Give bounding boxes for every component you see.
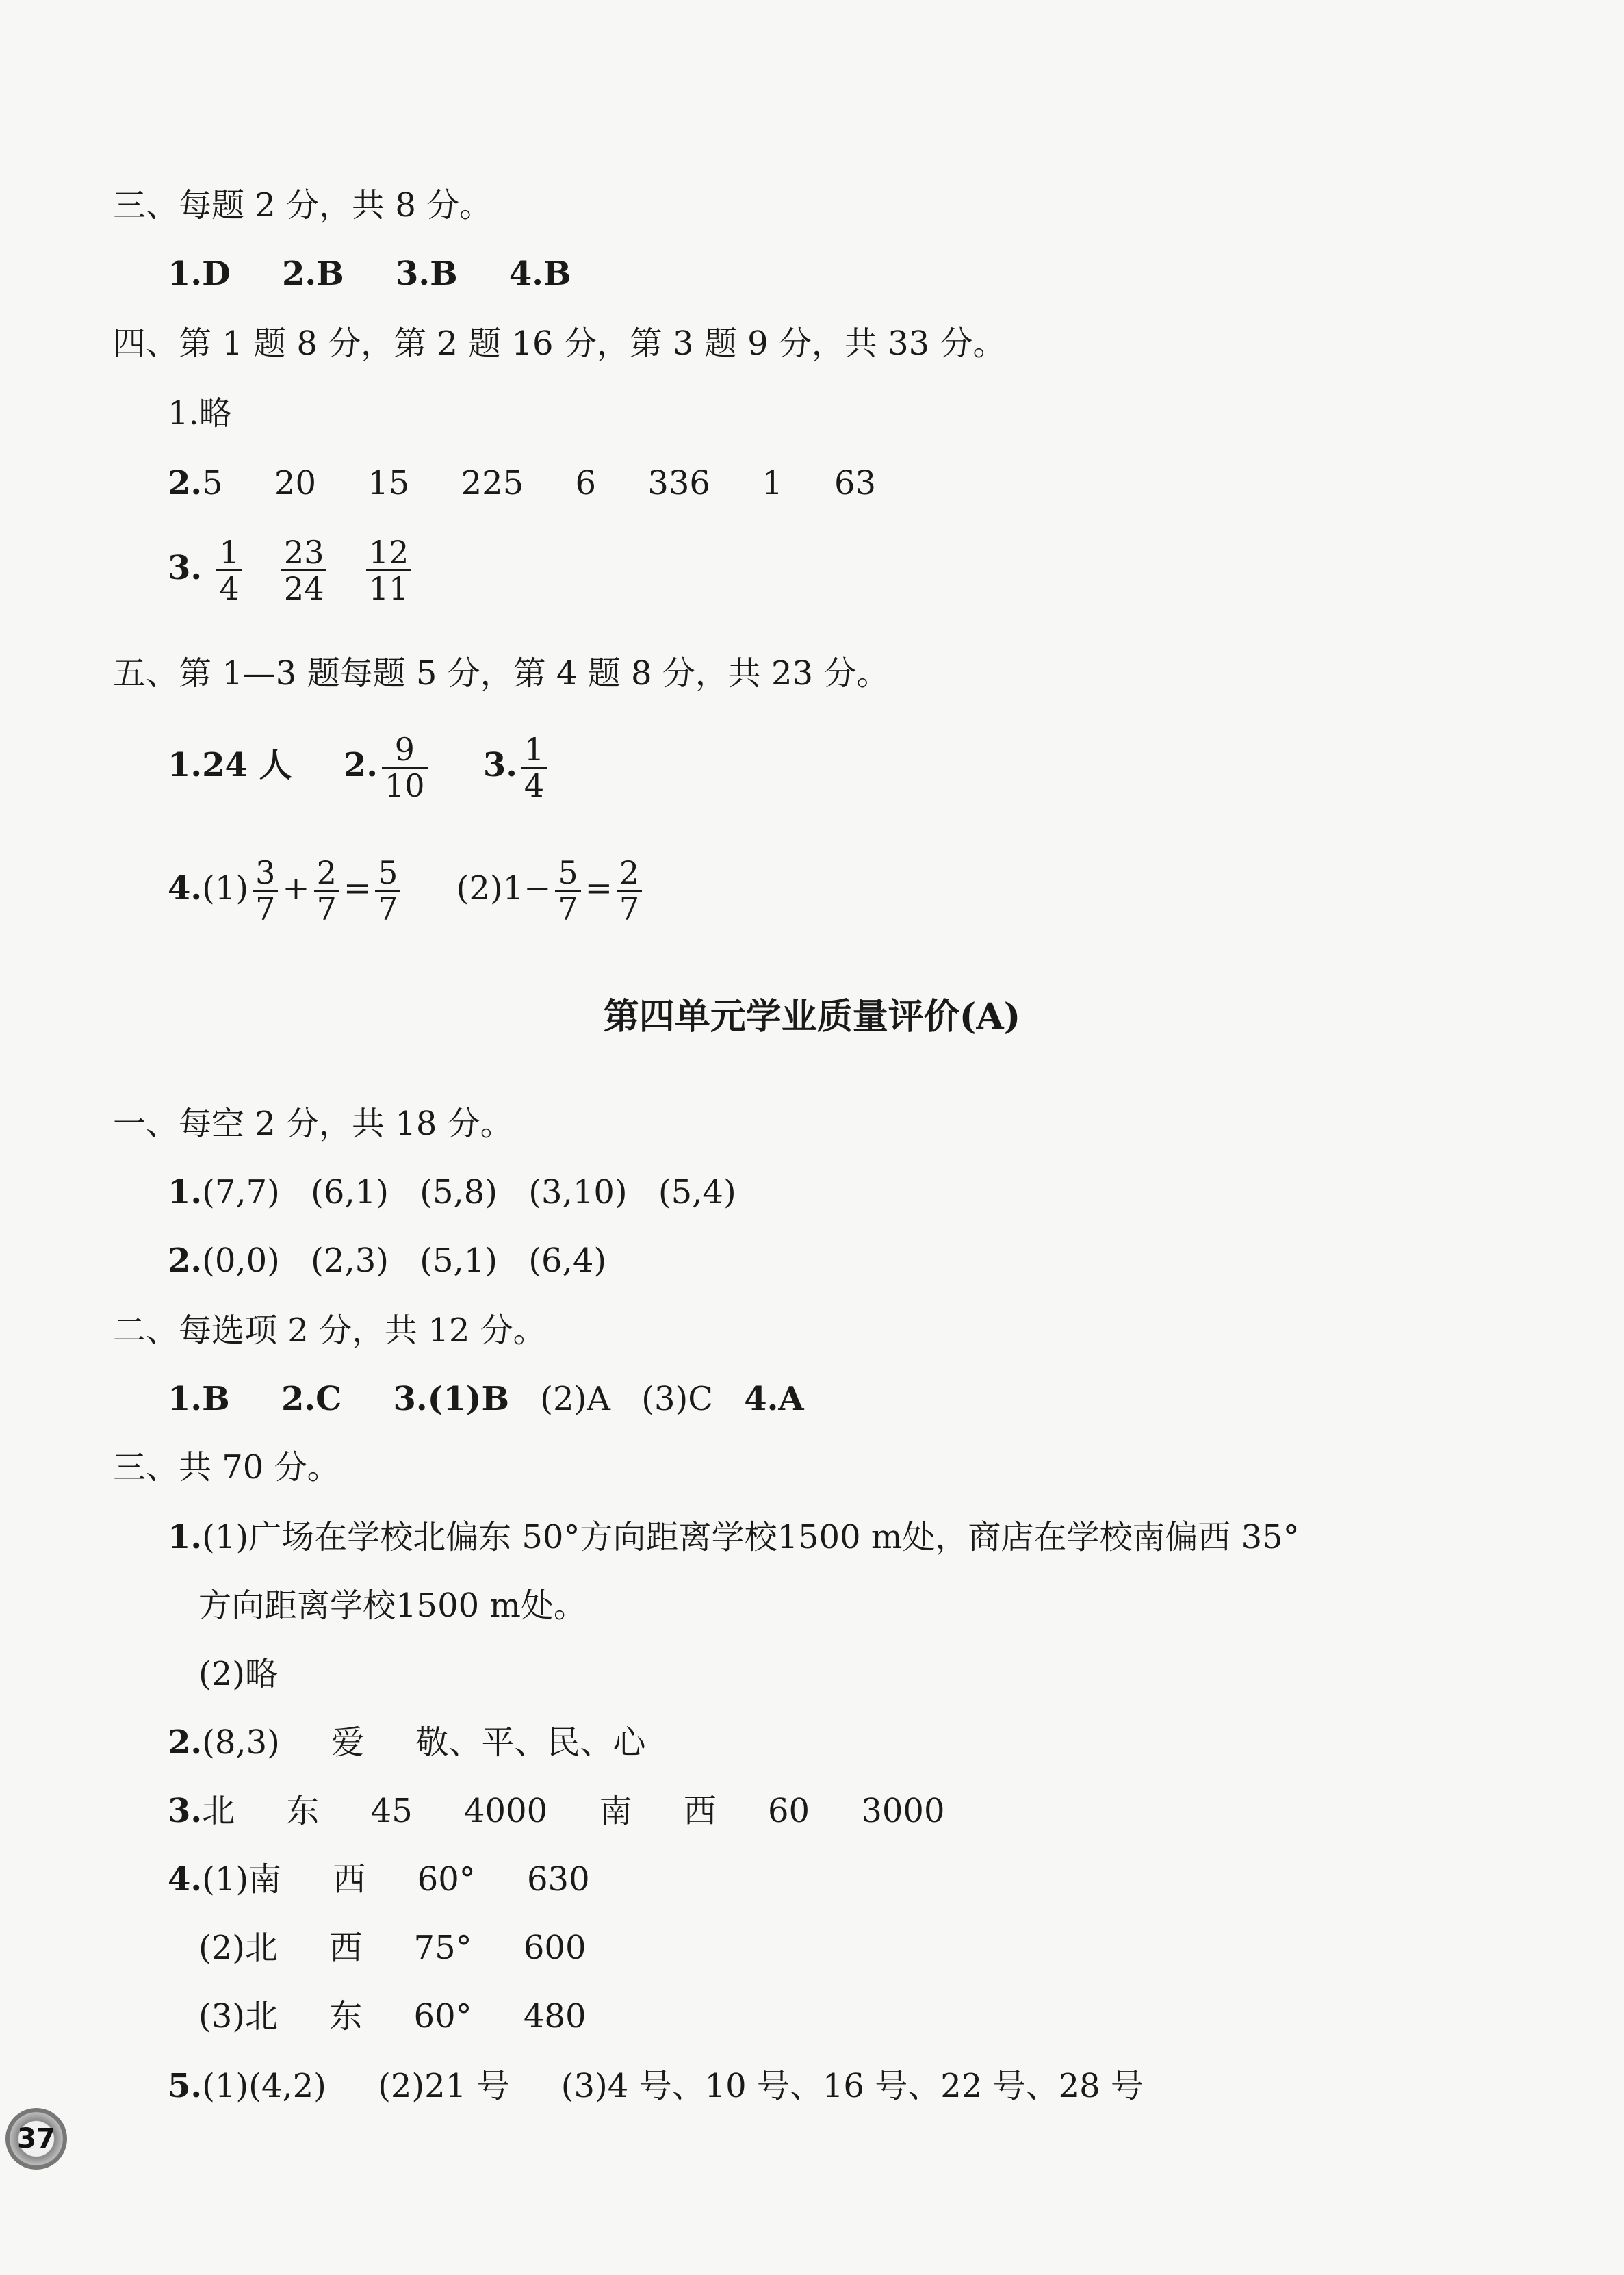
part-label: (2)1− (456, 869, 552, 908)
value: 东 (286, 1792, 320, 1830)
unit-section-3-q4-part3 (198, 1996, 587, 2037)
value: 60° (417, 1860, 476, 1899)
value: (2)21 号 (378, 2067, 510, 2105)
section-5-q4 (168, 854, 646, 929)
answer: 4.B (508, 255, 571, 293)
question-number: 5. (168, 2067, 203, 2105)
coordinate: (6,4) (528, 1242, 607, 1280)
section-4-heading: 四、第 1 题 8 分，第 2 题 16 分，第 3 题 9 分，共 33 分。 (113, 324, 1006, 363)
unit-section-3-q4-part2 (198, 1927, 587, 1968)
answer: 4.A (744, 1380, 804, 1418)
unit-section-1-q1 (168, 1172, 736, 1213)
value: 南 (599, 1792, 632, 1830)
coordinate: (5,1) (420, 1242, 498, 1280)
section-5-q1-3 (168, 731, 551, 806)
equals-sign: = (584, 869, 613, 908)
answer-text: (1)广场在学校北偏东 50°方向距离学校1500 m处，商店在学校南偏西 35° (202, 1518, 1300, 1556)
answer: (3)C (641, 1380, 713, 1418)
answer: 3.B (395, 255, 458, 293)
value: (3)4 号、10 号、16 号、22 号、28 号 (560, 2067, 1144, 2105)
unit-section-2-heading: 二、每选项 2 分，共 12 分。 (113, 1311, 546, 1350)
question-number: 3. (168, 549, 203, 587)
coordinate: (5,4) (658, 1173, 736, 1211)
coordinate: (3,10) (528, 1173, 628, 1211)
unit-section-3-heading: 三、共 70 分。 (113, 1448, 340, 1487)
answer: 1.D (168, 255, 231, 293)
value: 60° (413, 1997, 472, 2035)
value: 60 (768, 1792, 810, 1830)
question-number: 4. (168, 869, 203, 908)
value: 北 (202, 1792, 235, 1830)
value: 45 (370, 1792, 413, 1830)
value: (8,3) (202, 1723, 280, 1762)
question-number: 2. (168, 464, 203, 502)
answer: 3.(1)B (393, 1380, 510, 1418)
value: 225 (461, 464, 524, 502)
value: 敬、平、民、心 (415, 1723, 646, 1762)
question-number: 4. (168, 1860, 203, 1899)
page-number: 37 (17, 2123, 55, 2155)
fraction: $\frac{5}{7}$ (375, 856, 400, 926)
coordinate: (6,1) (311, 1173, 389, 1211)
value: (3)北 (198, 1997, 278, 2035)
question-number: 1. (168, 1173, 203, 1211)
value: 爱 (331, 1723, 365, 1762)
unit-section-3-q1-line1 (168, 1517, 1300, 1558)
unit-section-2-answers (168, 1378, 804, 1419)
coordinate: (2,3) (311, 1242, 389, 1280)
value: 20 (274, 464, 316, 502)
unit-section-3-q1-part2: (2)略 (198, 1655, 278, 1693)
value: 600 (523, 1929, 587, 1967)
value: 4000 (464, 1792, 548, 1830)
unit-section-1-heading: 一、每空 2 分，共 18 分。 (113, 1105, 513, 1143)
value: 3000 (861, 1792, 945, 1830)
unit-section-1-q2 (168, 1240, 606, 1281)
value: 6 (575, 464, 597, 502)
question-number: 2. (343, 746, 378, 784)
coordinate: (0,0) (202, 1242, 280, 1280)
unit-section-3-q3 (168, 1790, 945, 1831)
section-3-heading: 三、每题 2 分，共 8 分。 (113, 186, 493, 224)
section-4-q2 (168, 463, 876, 504)
section-4-q3 (168, 534, 415, 609)
value: 西 (329, 1929, 363, 1967)
value: 630 (527, 1860, 590, 1899)
fraction: $\frac{1}{4}$ (216, 535, 242, 606)
section-5-heading: 五、第 1—3 题每题 5 分，第 4 题 8 分，共 23 分。 (113, 654, 890, 693)
unit-section-3-q1-line2: 方向距离学校1500 m处。 (198, 1586, 587, 1625)
fraction: $\frac{9}{10}$ (382, 732, 428, 803)
unit-section-3-q5 (168, 2066, 1144, 2107)
question-number: 3. (482, 746, 517, 784)
question-number: 2. (168, 1242, 203, 1280)
question-number: 3. (168, 1792, 203, 1830)
answer: (2)A (540, 1380, 610, 1418)
page-number-badge (5, 2108, 67, 2170)
part-label: (1) (202, 869, 249, 908)
question-number: 2. (168, 1723, 203, 1762)
value: 63 (834, 464, 877, 502)
value: 东 (329, 1997, 363, 2035)
unit-section-3-q2 (168, 1722, 645, 1763)
fraction: $\frac{5}{7}$ (555, 856, 580, 926)
answer: 2.C (281, 1380, 342, 1418)
value: 1 (762, 464, 783, 502)
coordinate: (7,7) (202, 1173, 280, 1211)
equals-sign: = (343, 869, 372, 908)
value: (2)北 (198, 1929, 278, 1967)
fraction: $\frac{23}{24}$ (281, 535, 327, 606)
value: 15 (368, 464, 410, 502)
answer: 1.B (168, 1380, 230, 1418)
fraction: $\frac{1}{4}$ (521, 732, 547, 803)
unit-title: 第四单元学业质量评价(A) (603, 996, 1021, 1038)
value: 西 (333, 1860, 366, 1899)
value: (1)(4,2) (202, 2067, 326, 2105)
unit-section-3-q4-part1 (168, 1859, 590, 1900)
value: 75° (413, 1929, 472, 1967)
coordinate: (5,8) (420, 1173, 498, 1211)
answer: 2.B (282, 255, 344, 293)
fraction: $\frac{2}{7}$ (617, 856, 642, 926)
fraction: $\frac{2}{7}$ (314, 856, 339, 926)
section-3-answers (168, 253, 571, 294)
question-number: 1. (168, 1518, 203, 1556)
value: 西 (683, 1792, 717, 1830)
value: (1)南 (202, 1860, 282, 1899)
value: 5 (202, 464, 223, 502)
plus-sign: + (282, 869, 310, 908)
fraction: $\frac{12}{11}$ (366, 535, 412, 606)
section-4-q1: 1.略 (168, 394, 232, 433)
value: 480 (523, 1997, 587, 2035)
fraction: $\frac{3}{7}$ (253, 856, 278, 926)
answer: 1.24 人 (168, 746, 292, 784)
value: 336 (647, 464, 710, 502)
